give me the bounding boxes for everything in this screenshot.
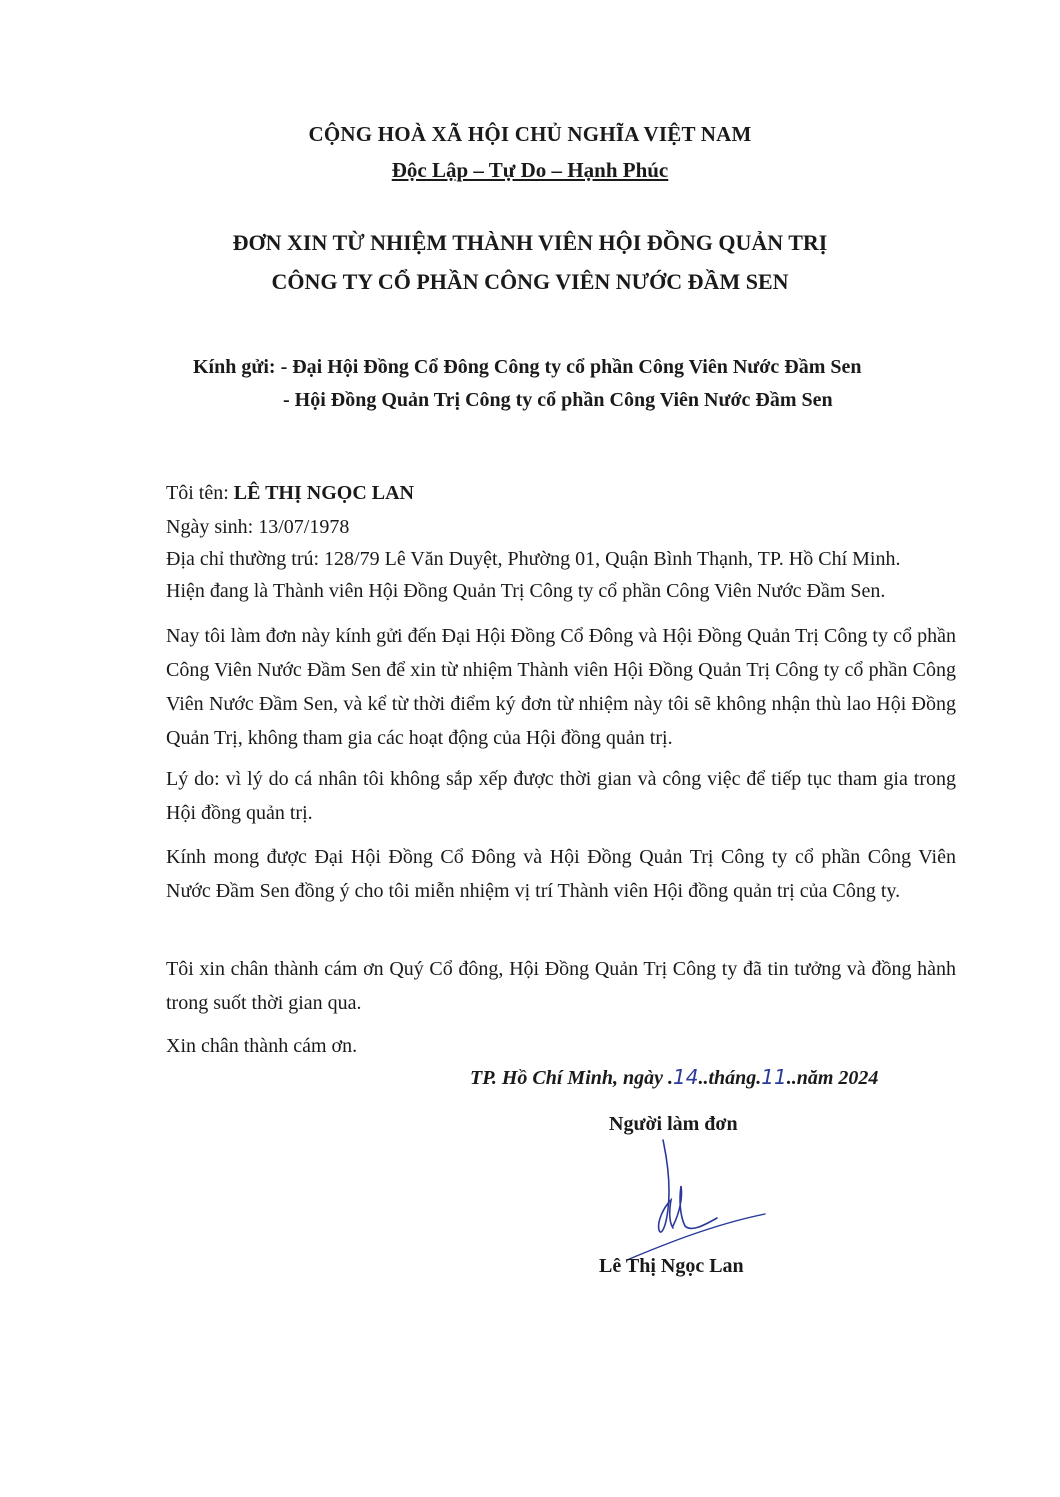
national-title: CỘNG HOÀ XÃ HỘI CHỦ NGHĨA VIỆT NAM bbox=[308, 122, 752, 146]
signer-name: Lê Thị Ngọc Lan bbox=[599, 1255, 744, 1277]
dob-line: Ngày sinh: 13/07/1978 bbox=[166, 516, 350, 538]
national-motto: Độc Lập – Tự Do – Hạnh Phúc bbox=[391, 158, 669, 182]
position-line: Hiện đang là Thành viên Hội Đồng Quản Trị Công ty cổ phần Công Viên Nước Đầm Sen. bbox=[166, 580, 886, 602]
paragraph-plea: Kính mong được Đại Hội Đồng Cổ Đông và Hội Đồng Quản Trị Công ty cổ phần Công Viên Nước Đầm Sen đồng ý cho tôi miễn nhiệm vị trí Thành viên Hội đồng quản trị của Công ty. bbox=[166, 846, 956, 902]
date-day: 14 bbox=[673, 1065, 699, 1089]
date-month-sep: ..tháng. bbox=[698, 1067, 762, 1089]
date-year: ..năm 2024 bbox=[786, 1067, 879, 1089]
recipient-board: - Hội Đồng Quản Trị Công ty cổ phần Công Viên Nước Đầm Sen bbox=[283, 389, 833, 411]
date-prefix: TP. Hồ Chí Minh, ngày . bbox=[470, 1067, 674, 1089]
date-line bbox=[470, 1065, 878, 1090]
name-label: Tôi tên: bbox=[166, 482, 234, 504]
paragraph-request: Nay tôi làm đơn này kính gửi đến Đại Hội Đồng Cổ Đông và Hội Đồng Quản Trị Công ty cổ phần Công Viên Nước Đầm Sen để xin từ nhiệm Thành viên Hội Đồng Quản Trị Công ty cổ phần Công Viên Nước Đầm Sen, và kể từ thời điểm ký đơn từ nhiệm này tôi sẽ không nhận thù lao Hội Đồng Quản Trị, không tham gia các hoạt động của Hội đồng quản trị. bbox=[166, 625, 956, 749]
recipient-shareholders: - Đại Hội Đồng Cổ Đông Công ty cổ phần Công Viên Nước Đầm Sen bbox=[280, 356, 862, 378]
address-line: Địa chỉ thường trú: 128/79 Lê Văn Duyệt, Phường 01, Quận Bình Thạnh, TP. Hồ Chí Minh. bbox=[166, 548, 901, 570]
document-title-line1: ĐƠN XIN TỪ NHIỆM THÀNH VIÊN HỘI ĐỒNG QUẢN TRỊ bbox=[232, 230, 828, 255]
handwritten-signature bbox=[625, 1138, 775, 1263]
recipients-line1 bbox=[193, 356, 862, 379]
document-title-line2: CÔNG TY CỔ PHẦN CÔNG VIÊN NƯỚC ĐẦM SEN bbox=[271, 269, 789, 294]
signer-role: Người làm đơn bbox=[609, 1113, 738, 1135]
paragraph-thanks: Tôi xin chân thành cám ơn Quý Cổ đông, Hội Đồng Quản Trị Công ty đã tin tưởng và đồng hành trong suốt thời gian qua. bbox=[166, 958, 956, 1014]
recipients-prefix: Kính gửi: bbox=[193, 356, 276, 378]
closing-line: Xin chân thành cám ơn. bbox=[166, 1035, 358, 1057]
date-month: 11 bbox=[761, 1065, 787, 1089]
paragraph-reason: Lý do: vì lý do cá nhân tôi không sắp xếp được thời gian và công việc để tiếp tục tham gia trong Hội đồng quản trị. bbox=[166, 768, 956, 824]
name-line bbox=[166, 482, 414, 505]
name-value: LÊ THỊ NGỌC LAN bbox=[233, 482, 414, 504]
